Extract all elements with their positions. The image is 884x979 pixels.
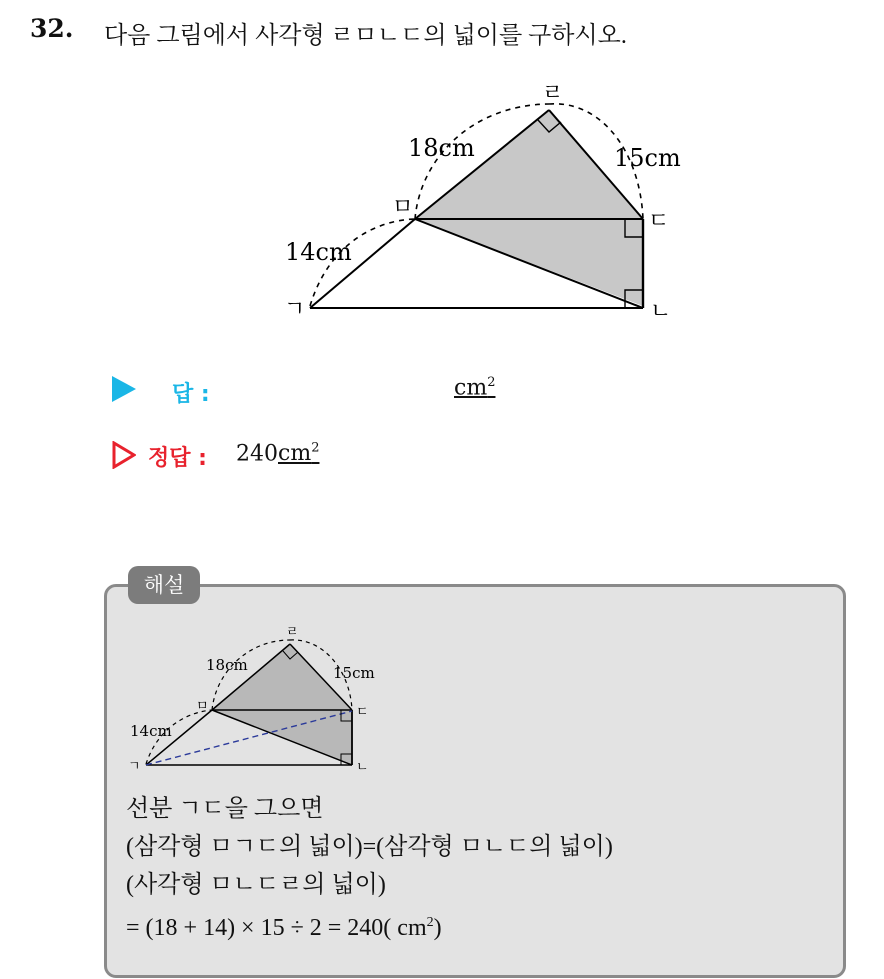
label-c: ㄷ [648,209,670,234]
small-label-d: ㄹ [286,625,299,640]
correct-unit [278,441,319,466]
small-label-b: ㄴ [356,760,369,774]
correct-arrow-icon [112,441,136,469]
answer-arrow-icon [112,376,136,402]
question-number: 32. [30,14,74,43]
main-figure [270,80,690,334]
answer-label: 답 : [172,382,210,407]
correct-unit-text: cm [278,441,312,467]
answer-unit-text: cm [454,375,488,401]
correct-value [236,441,319,466]
small-label-c: ㄷ [356,705,369,720]
answer-unit-exp: 2 [487,375,496,390]
label-d: ㄹ [542,81,564,106]
small-length-ae: 14cm [130,722,172,740]
label-b: ㄴ [650,299,672,324]
explanation-line-1: 선분 ㄱㄷ을 그으면 [126,796,324,822]
explanation-line-4 [126,904,613,942]
explanation-line-4-end: ) [433,915,442,941]
explanation-tag: 해설 [128,566,200,604]
label-a: ㄱ [284,297,306,322]
correct-number: 240 [236,441,278,467]
length-ae: 14cm [285,238,352,266]
explanation-text [126,790,613,942]
explanation-line-2: (삼각형 ㅁㄱㄷ의 넓이)=(삼각형 ㅁㄴㄷ의 넓이) [126,834,613,860]
explanation-line-3: (사각형 ㅁㄴㄷㄹ의 넓이) [126,872,386,898]
explanation-figure-svg [118,622,388,774]
length-dc: 15cm [614,144,681,172]
label-e: ㅁ [392,195,414,220]
small-label-a: ㄱ [128,759,141,774]
correct-label: 정답 : [148,446,207,471]
small-label-e: ㅁ [196,699,209,714]
small-length-ed: 18cm [206,656,248,674]
explanation-figure [118,622,388,778]
answer-unit [454,375,495,400]
small-length-dc: 15cm [333,664,375,682]
explanation-line-4-main: = (18 + 14) × 15 ÷ 2 = 240( cm [126,915,427,941]
explanation-line-4-exp: 2 [426,915,434,930]
correct-unit-exp: 2 [311,441,320,456]
length-ed: 18cm [408,134,475,162]
main-figure-svg [270,80,690,330]
question-text: 다음 그림에서 사각형 ㄹㅁㄴㄷ의 넓이를 구하시오. [104,23,627,49]
